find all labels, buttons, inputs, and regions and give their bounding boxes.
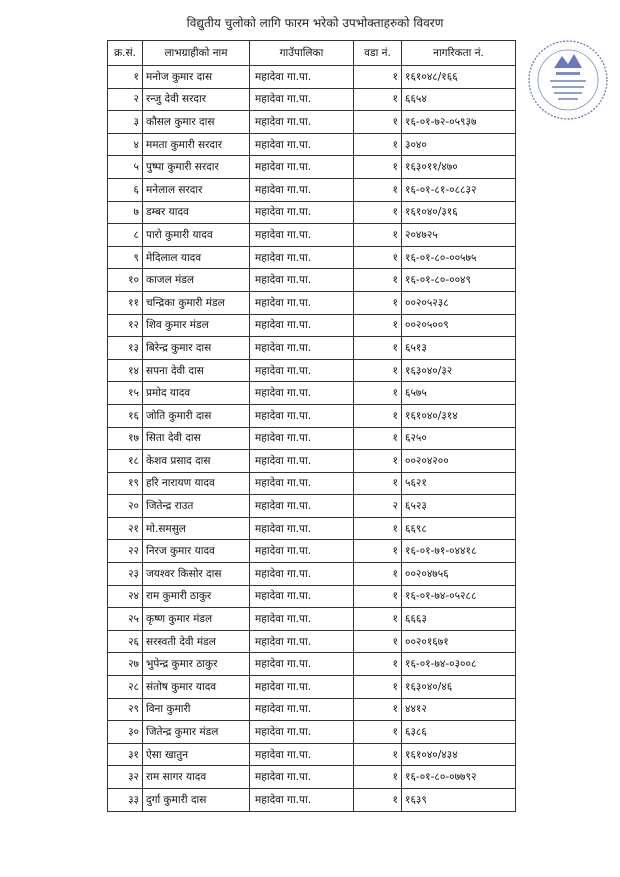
serial-cell: १८ [108,450,143,473]
ward-cell: १ [354,66,402,89]
name-cell: विना कुमारी [143,698,250,721]
citizenship-cell: ४४१२ [402,698,516,721]
name-cell: चन्द्रिका कुमारी मंडल [143,291,250,314]
header-citizenship: नागरिकता नं. [402,41,516,66]
serial-cell: १० [108,269,143,292]
serial-cell: २४ [108,585,143,608]
ward-cell: १ [354,427,402,450]
serial-cell: ४ [108,133,143,156]
name-cell: मनोज कुमार दास [143,66,250,89]
table-header-row [108,41,516,66]
table-row [108,789,516,812]
beneficiary-table [107,40,516,812]
table-row [108,404,516,427]
ward-cell: १ [354,630,402,653]
table-row [108,314,516,337]
ward-cell: १ [354,608,402,631]
name-cell: केशव प्रसाद दास [143,450,250,473]
municipality-cell: महादेवा गा.पा. [250,178,354,201]
table-row [108,517,516,540]
citizenship-cell: १६-०१-७१-०४४१८ [402,540,516,563]
citizenship-cell: १६-०१-७४-०३००८ [402,653,516,676]
table-row [108,201,516,224]
name-cell: सरस्वती देवी मंडल [143,630,250,653]
table-row [108,156,516,179]
citizenship-cell: १६-०१-८०-००४९ [402,269,516,292]
citizenship-cell: ३०४० [402,133,516,156]
header-ward: वडा नं. [354,41,402,66]
name-cell: जोति कुमारी दास [143,404,250,427]
ward-cell: १ [354,721,402,744]
citizenship-cell: १६३९ [402,789,516,812]
ward-cell: १ [354,653,402,676]
ward-cell: १ [354,269,402,292]
serial-cell: १५ [108,382,143,405]
table-row [108,472,516,495]
municipality-cell: महादेवा गा.पा. [250,563,354,586]
serial-cell: १२ [108,314,143,337]
name-cell: संतोष कुमार यादव [143,676,250,699]
citizenship-cell: १६१०४०/४३४ [402,743,516,766]
table-row [108,382,516,405]
citizenship-cell: १६-०१-८०-०७७९२ [402,766,516,789]
citizenship-cell: ६५१३ [402,337,516,360]
serial-cell: १९ [108,472,143,495]
citizenship-cell: ६५२३ [402,495,516,518]
citizenship-cell: ५६२१ [402,472,516,495]
citizenship-cell: ००२०५२३८ [402,291,516,314]
ward-cell: १ [354,698,402,721]
name-cell: मेदिलाल यादव [143,246,250,269]
ward-cell: १ [354,676,402,699]
ward-cell: १ [354,789,402,812]
municipality-cell: महादेवा गा.पा. [250,653,354,676]
citizenship-cell: १६३०४०/४६ [402,676,516,699]
serial-cell: १ [108,66,143,89]
ward-cell: १ [354,337,402,360]
name-cell: बिरेन्द्र कुमार दास [143,337,250,360]
table-row [108,427,516,450]
header-name: लाभग्राहीको नाम [143,41,250,66]
table-row [108,269,516,292]
table-row [108,721,516,744]
table-row [108,450,516,473]
serial-cell: ३१ [108,743,143,766]
name-cell: प्रमोद यादव [143,382,250,405]
municipality-cell: महादेवा गा.पा. [250,291,354,314]
citizenship-cell: ६३८६ [402,721,516,744]
name-cell: भुपेन्द्र कुमार ठाकुर [143,653,250,676]
name-cell: जितेन्द्र कुमार मंडल [143,721,250,744]
municipality-cell: महादेवा गा.पा. [250,133,354,156]
name-cell: निरज कुमार यादव [143,540,250,563]
municipality-cell: महादेवा गा.पा. [250,111,354,134]
municipality-cell: महादेवा गा.पा. [250,766,354,789]
name-cell: हरि नारायण यादव [143,472,250,495]
serial-cell: ७ [108,201,143,224]
ward-cell: १ [354,88,402,111]
serial-cell: ३ [108,111,143,134]
ward-cell: १ [354,111,402,134]
citizenship-cell: १६-०१-८१-०८८३२ [402,178,516,201]
header-serial: क्र.सं. [108,41,143,66]
serial-cell: २३ [108,563,143,586]
municipality-cell: महादेवा गा.पा. [250,404,354,427]
municipality-cell: महादेवा गा.पा. [250,201,354,224]
ward-cell: २ [354,495,402,518]
municipality-cell: महादेवा गा.पा. [250,676,354,699]
ward-cell: १ [354,291,402,314]
ward-cell: १ [354,382,402,405]
table-row [108,111,516,134]
serial-cell: ६ [108,178,143,201]
table-row [108,495,516,518]
serial-cell: २५ [108,608,143,631]
serial-cell: १४ [108,359,143,382]
ward-cell: १ [354,404,402,427]
citizenship-cell: १६१०४८/१६६ [402,66,516,89]
municipality-cell: महादेवा गा.पा. [250,630,354,653]
table-row [108,66,516,89]
name-cell: मनेलाल सरदार [143,178,250,201]
municipality-cell: महादेवा गा.पा. [250,88,354,111]
table-row [108,698,516,721]
office-seal [526,38,610,122]
ward-cell: १ [354,450,402,473]
name-cell: जयश्वर किसोर दास [143,563,250,586]
municipality-cell: महादेवा गा.पा. [250,314,354,337]
municipality-cell: महादेवा गा.पा. [250,472,354,495]
ward-cell: १ [354,133,402,156]
table-row [108,585,516,608]
municipality-cell: महादेवा गा.पा. [250,585,354,608]
name-cell: शिव कुमार मंडल [143,314,250,337]
citizenship-cell: १६-०१-८०-००५७५ [402,246,516,269]
ward-cell: १ [354,472,402,495]
municipality-cell: महादेवा गा.पा. [250,608,354,631]
municipality-cell: महादेवा गा.पा. [250,427,354,450]
table-row [108,337,516,360]
municipality-cell: महादेवा गा.पा. [250,721,354,744]
serial-cell: ५ [108,156,143,179]
serial-cell: २८ [108,676,143,699]
citizenship-cell: १६३०११/४७० [402,156,516,179]
ward-cell: १ [354,743,402,766]
table-row [108,766,516,789]
name-cell: राम कुमारी ठाकुर [143,585,250,608]
municipality-cell: महादेवा गा.पा. [250,156,354,179]
name-cell: दुर्गा कुमारी दास [143,789,250,812]
serial-cell: ३० [108,721,143,744]
name-cell: पारो कुमारी यादव [143,224,250,247]
serial-cell: ९ [108,246,143,269]
serial-cell: २६ [108,630,143,653]
citizenship-cell: ००२०१६७१ [402,630,516,653]
name-cell: सपना देवी दास [143,359,250,382]
ward-cell: १ [354,540,402,563]
name-cell: रन्जु देवी सरदार [143,88,250,111]
municipality-cell: महादेवा गा.पा. [250,495,354,518]
document-title: विद्युतीय चुलोको लागि फारम भरेको उपभोक्ताहरुको विवरण [186,16,444,30]
citizenship-cell: ००२०४२०० [402,450,516,473]
municipality-cell: महादेवा गा.पा. [250,337,354,360]
serial-cell: २ [108,88,143,111]
table-row [108,246,516,269]
citizenship-cell: १६१०४०/३१४ [402,404,516,427]
name-cell: सिता देवी दास [143,427,250,450]
name-cell: मो.समसुल [143,517,250,540]
table-row [108,563,516,586]
ward-cell: १ [354,201,402,224]
municipality-cell: महादेवा गा.पा. [250,743,354,766]
table-row [108,133,516,156]
serial-cell: ८ [108,224,143,247]
name-cell: पुष्पा कुमारी सरदार [143,156,250,179]
municipality-cell: महादेवा गा.पा. [250,789,354,812]
municipality-cell: महादेवा गा.पा. [250,269,354,292]
municipality-cell: महादेवा गा.पा. [250,382,354,405]
serial-cell: ११ [108,291,143,314]
ward-cell: १ [354,314,402,337]
table-row [108,540,516,563]
ward-cell: १ [354,178,402,201]
table-row [108,676,516,699]
table-row [108,291,516,314]
name-cell: राम सागर यादव [143,766,250,789]
citizenship-cell: १६१०४०/३१६ [402,201,516,224]
citizenship-cell: १६-०१-७४-०५२८८ [402,585,516,608]
serial-cell: २२ [108,540,143,563]
serial-cell: १७ [108,427,143,450]
name-cell: ऐसा खातुन [143,743,250,766]
municipality-cell: महादेवा गा.पा. [250,246,354,269]
citizenship-cell: ६६९८ [402,517,516,540]
name-cell: कौसल कुमार दास [143,111,250,134]
municipality-cell: महादेवा गा.पा. [250,66,354,89]
serial-cell: १६ [108,404,143,427]
citizenship-cell: ००२०५००९ [402,314,516,337]
name-cell: काजल मंडल [143,269,250,292]
serial-cell: ३३ [108,789,143,812]
table-row [108,653,516,676]
table-row [108,743,516,766]
header-municipality: गाउँपालिका [250,41,354,66]
table-row [108,224,516,247]
citizenship-cell: १६३०४०/३२ [402,359,516,382]
ward-cell: १ [354,224,402,247]
name-cell: डम्बर यादव [143,201,250,224]
serial-cell: २१ [108,517,143,540]
ward-cell: १ [354,766,402,789]
serial-cell: २७ [108,653,143,676]
ward-cell: १ [354,517,402,540]
citizenship-cell: १६-०१-७२-०५९३७ [402,111,516,134]
table-row [108,630,516,653]
citizenship-cell: ६६६३ [402,608,516,631]
table-row [108,608,516,631]
citizenship-cell: ६६५४ [402,88,516,111]
municipality-cell: महादेवा गा.पा. [250,517,354,540]
serial-cell: ३२ [108,766,143,789]
ward-cell: १ [354,563,402,586]
ward-cell: १ [354,585,402,608]
name-cell: कृष्ण कुमार मंडल [143,608,250,631]
municipality-cell: महादेवा गा.पा. [250,450,354,473]
citizenship-cell: ६५७५ [402,382,516,405]
table-row [108,88,516,111]
municipality-cell: महादेवा गा.पा. [250,698,354,721]
municipality-cell: महादेवा गा.पा. [250,540,354,563]
ward-cell: १ [354,156,402,179]
serial-cell: १३ [108,337,143,360]
municipality-cell: महादेवा गा.पा. [250,359,354,382]
table-row [108,178,516,201]
ward-cell: १ [354,359,402,382]
name-cell: जितेन्द्र राउत [143,495,250,518]
name-cell: ममता कुमारी सरदार [143,133,250,156]
citizenship-cell: २०४७२५ [402,224,516,247]
municipality-cell: महादेवा गा.पा. [250,224,354,247]
table-body [108,66,516,812]
serial-cell: २९ [108,698,143,721]
citizenship-cell: ६२५० [402,427,516,450]
serial-cell: २० [108,495,143,518]
ward-cell: १ [354,246,402,269]
table-row [108,359,516,382]
citizenship-cell: ००२०४७५६ [402,563,516,586]
